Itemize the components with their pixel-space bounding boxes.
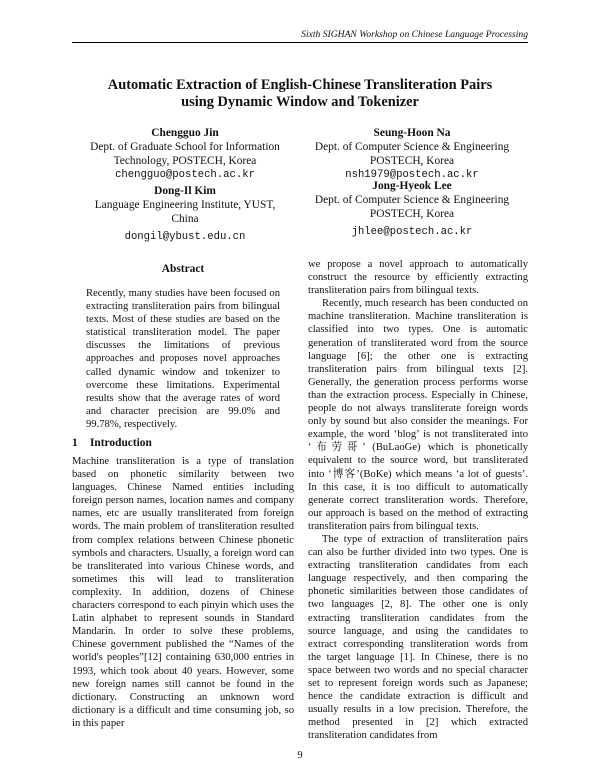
author-block — [80, 126, 290, 182]
author-email: dongil@ybust.edu.cn — [124, 231, 246, 243]
author-affiliation: Language Engineering Institute, YUST, — [94, 199, 276, 211]
section-title: Introduction — [90, 437, 152, 449]
section-number: 1 — [72, 437, 78, 449]
header-rule — [72, 42, 528, 43]
author-affiliation: Technology, POSTECH, Korea — [113, 155, 257, 167]
author-block — [306, 179, 518, 239]
author-affiliation: Dept. of Graduate School for Information — [90, 141, 280, 153]
right-column — [308, 258, 528, 742]
section-heading — [72, 437, 152, 449]
running-header: Sixth SIGHAN Workshop on Chinese Language Processing — [301, 29, 528, 40]
author-name: Seung-Hoon Na — [373, 127, 451, 139]
title-line-2: using Dynamic Window and Tokenizer — [181, 94, 419, 110]
abstract-heading: Abstract — [161, 263, 205, 275]
author-email: nsh1979@postech.ac.kr — [345, 169, 479, 181]
author-affiliation: POSTECH, Korea — [369, 155, 455, 167]
paragraph: Recently, much research has been conducted on machine transliteration. Machine transliteration is classified into two types. One is automatic generation of transliterated word from the source language [6]; the other one is extracting transliteration pairs from bilingual texts [2]. Generally, the generation process performs worse than the extraction process. Especially in Chinese, people do not always transliterate foreign words only by sound but also consider the meanings. For example, the word ‘blog’ is not transliterated into ‘布劳哥’ (BuLaoGe) which is phonetically equivalent to the source word, but transliterated into ‘博客’(BoKe) which means ‘a lot of guests’. In this case, it is too difficult to automatically generate correct transliteration words. Therefore, our approach is based on the method of extracting transliteration pairs from bilingual texts. — [308, 298, 528, 532]
paragraph: we propose a novel approach to automatically construct the resource by efficiently extracting transliteration pairs from bilingual texts. — [308, 259, 528, 297]
author-name: Dong-Il Kim — [154, 185, 216, 197]
author-block — [306, 126, 518, 182]
author-email: jhlee@postech.ac.kr — [351, 226, 473, 238]
paragraph: The type of extraction of transliteration pairs can also be further divided into two types. One is extracting transliteration candidates from each language respectively, and then comparing the phonetic similarities between those candidates of two languages [2, 8]. The other one is only extracting transliteration candidates from the source language, and using the candidates to extract corresponding transliteration words from the target language [1]. In Chinese, there is no space between two words and no special character set to represent foreign words such as Japanese; hence the candidate extraction is difficult and usually results in a low precision. Therefore, the method presented in [2] which extracted transliteration candidates from — [308, 533, 528, 742]
title-line-1: Automatic Extraction of English-Chinese Transliteration Pairs — [107, 77, 493, 93]
author-affiliation: POSTECH, Korea — [369, 208, 455, 220]
left-column — [72, 455, 294, 730]
paragraph: Machine transliteration is a type of translation based on phonetic similarity between two languages. Chinese Named entities including foreign person names, location names and company names, etc are usually transliterated from foreign words. The main problem of transliteration resulted from complex relations between Chinese phonetic symbols and characters. Usually, a foreign word can be transliterated into various Chinese words, and sometimes this will lead to transliteration complexity. In addition, dozens of Chinese characters correspond to each pinyin which uses the Latin alphabet to represent sounds in Standard Mandarin. In order to solve these problems, Chinese government published the “Names of the world's peoples”[12] containing 630,000 entries in 1993, which took about 40 years. However, some new foreign names still cannot be found in the dictionary. Constructing an unknown word dictionary is a difficult and time consuming job, so in this paper — [72, 456, 294, 729]
author-block — [80, 184, 290, 244]
page-number: 9 — [297, 750, 303, 761]
abstract-text: Recently, many studies have been focused on extracting transliteration pairs from bilingual texts. Most of these studies are based on the statistical transliteration model. The paper discusses the limitations of previous approaches and proposes novel approaches called dynamic window and tokenizer to overcome these limitations. Experimental results show that the average rates of word and character precision are 99.0% and 99.78%, respectively. — [86, 288, 280, 430]
author-affiliation: Dept. of Computer Science & Engineering — [314, 194, 510, 206]
paper-title — [72, 77, 528, 111]
author-name: Jong-Hyeok Lee — [372, 180, 452, 192]
author-email: chengguo@postech.ac.kr — [115, 169, 255, 181]
author-name: Chengguo Jin — [151, 127, 219, 139]
author-affiliation: China — [171, 213, 199, 225]
abstract-body — [86, 287, 280, 431]
author-affiliation: Dept. of Computer Science & Engineering — [314, 141, 510, 153]
